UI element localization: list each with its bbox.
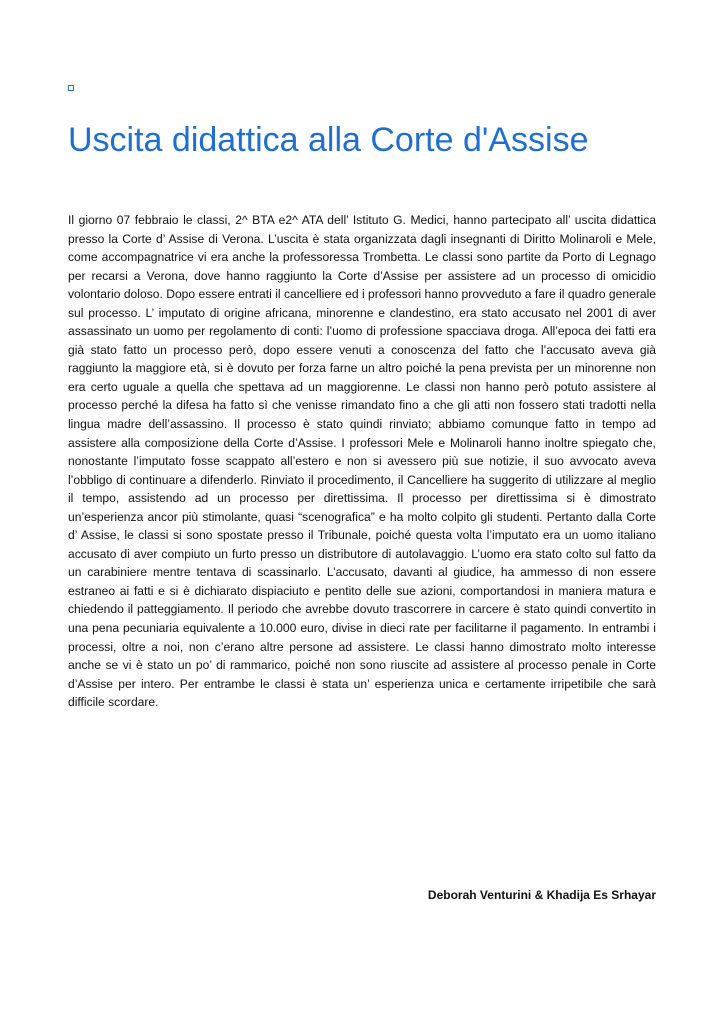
article-title: Uscita didattica alla Corte d'Assise bbox=[68, 121, 589, 159]
article-body: Il giorno 07 febbraio le classi, 2^ BTA e2^ ATA dell’ Istituto G. Medici, hanno partecipato all’ uscita didattica presso la Corte d’ Assise di Verona. L’uscita è stata organizzata dagli insegnanti di Diritto Molinaroli e Mele, come accompagnatrice vi era anche la professoressa Trombetta. Le classi sono partite da Porto di Legnago per recarsi a Verona, dove hanno raggiunto la Corte d’Assise per assistere ad un processo di omicidio volontario doloso. Dopo essere entrati il cancelliere ed i professori hanno provveduto a fare il quadro generale sul processo. L’ imputato di origine africana, minorenne e clandestino, era stato accusato nel 2001 di aver assassinato un uomo per regolamento di conti: l’uomo di professione spacciava droga. All’epoca dei fatti era già stato fatto un processo però, dopo essere venuti a conoscenza del fatto che l’accusato aveva già raggiunto la maggiore età, si è dovuto per forza farne un altro poiché la pena prevista per un minorenne non era certo uguale a quella che spettava ad un maggiorenne. Le classi non hanno però potuto assistere al processo perché la difesa ha fatto sì che venisse rimandato fino a che gli atti non fossero stati tradotti nella lingua madre dell’assassino. Il processo è stato quindi rinviato; abbiamo comunque fatto in tempo ad assistere alla composizione della Corte d’Assise. I professori Mele e Molinaroli hanno inoltre spiegato che, nonostante l’imputato fosse scappato all’estero e non si avessero più sue notizie, il suo avvocato aveva l’obbligo di continuare a difenderlo. Rinviato il procedimento, il Cancelliere ha suggerito di utilizzare al meglio il tempo, assistendo ad un processo per direttissima. Il processo per direttissima si è dimostrato un’esperienza ancor più stimolante, quasi “scenografica” e ha molto colpito gli studenti. Pertanto dalla Corte d’ Assise, le classi si sono spostate presso il Tribunale, poiché questa volta l’imputato era un uomo italiano accusato di aver compiuto un furto presso un distributore di autolavaggio. L’uomo era stato colto sul fatto da un carabiniere mentre tentava di scassinarlo. L’accusato, davanti al giudice, ha ammesso di non essere estraneo ai fatti e si è dichiarato dispiaciuto e pentito delle sue azioni, comportandosi in maniera matura e chiedendo il patteggiamento. Il periodo che avrebbe dovuto trascorrere in carcere è stato quindi convertito in una pena pecuniaria equivalente a 10.000 euro, divise in dieci rate per facilitarne il pagamento. In entrambi i processi, oltre a noi, non c’erano altre persone ad assistere. Le classi hanno dimostrato molto interesse anche se vi è stato un po’ di rammarico, poiché non sono riuscite ad assistere al processo penale in Corte d’Assise per intero. Per entrambe le classi è stata un’ esperienza unica e certamente irripetibile che sarà difficile scordare. bbox=[68, 213, 656, 710]
anchor-marker-icon bbox=[68, 85, 74, 91]
author-signature: Deborah Venturini & Khadija Es Srhayar bbox=[427, 888, 656, 902]
